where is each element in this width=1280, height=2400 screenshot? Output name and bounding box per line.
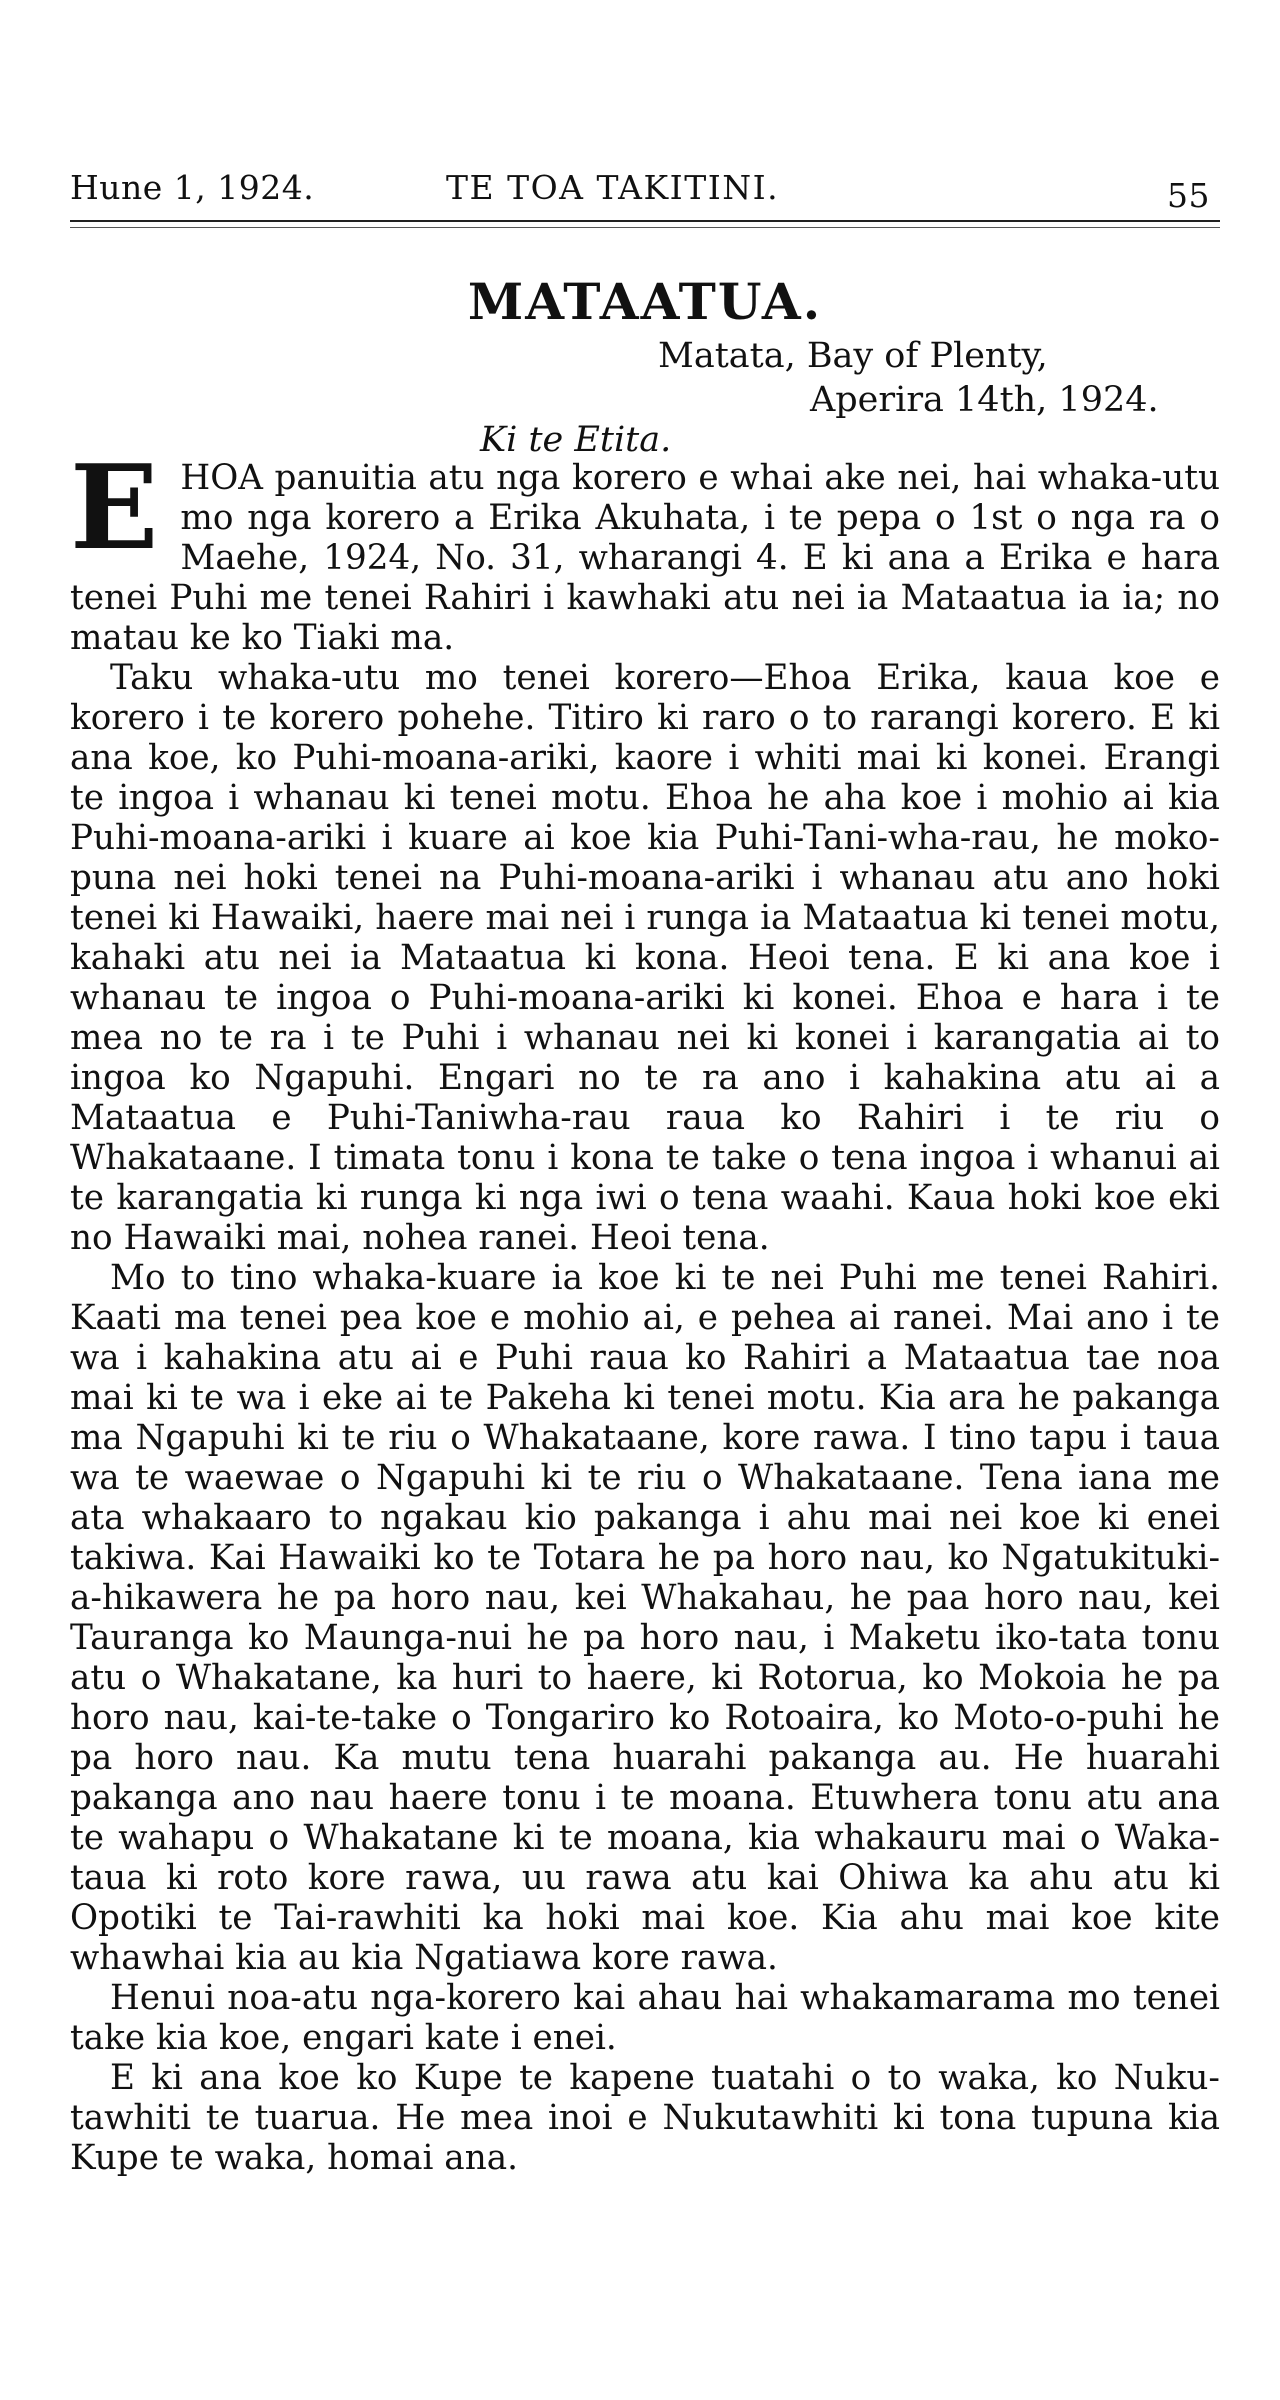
salutation: Ki te Etita.: [480, 420, 672, 460]
article-title: MATAATUA.: [467, 272, 823, 331]
drop-cap: E: [70, 440, 159, 576]
header-rule-thin: [70, 227, 1220, 228]
paragraph-text: HOA panuitia atu nga korero e whai ake nei, hai whaka-utu mo nga korero a Erika Akuhata, i te pepa o 1st o nga ra o Maehe, 1924, No. 31, wharangi 4. E ki ana a Erika e hara tenei Puhi me tenei Rahiri i kawhaki atu nei ia Mataatua ia ia; no matau ke ko Tiaki ma.: [70, 458, 1220, 658]
header-rule: [70, 220, 1220, 222]
newspaper-page: [70, 0, 1220, 2400]
paragraph: Mo to tino whaka-kuare ia koe ki te nei Puhi me tenei Rahiri. Kaati ma tenei pea koe e mohio ai, e pehea ai ranei. Mai ano i te wa i kahakina atu ai e Puhi raua ko Rahiri a Mataatua tae noa mai ki te wa i eke ai te Pakeha ki tenei motu. Kia ara he pakanga ma Ngapuhi ki te riu o Whakataane, kore rawa. I tino tapu i taua wa te waewae o Ngapuhi ki te riu o Whakataane. Tena iana me ata whakaaro to ngakau kio pakanga i ahu mai nei koe ki enei takiwa. Kai Hawaiki ko te Totara he pa horo nau, ko Ngatukituki-a-hikawera he pa horo nau, kei Whakahau, he paa horo nau, kei Tauranga ko Maunga-nui he pa horo nau, i Maketu iko-tata tonu atu o Whakatane, ka huri to haere, ki Rotorua, ko Mokoia he pa horo nau, kai-te-take o Tongariro ko Rotoaira, ko Moto-o-puhi he pa horo nau. Ka mutu tena huarahi pakanga au. He huarahi pakanga ano nau haere tonu i te moana. Etuwhera tonu atu ana te wahapu o Whakatane ki te moana, kia whakauru mai o Waka-taua ki roto kore rawa, uu rawa atu kai Ohiwa ka ahu atu ki Opotiki te Tai-rawhiti ka hoki mai koe. Kia ahu mai koe kite whawhai kia au kia Ngatiawa kore rawa.: [70, 1258, 1220, 1978]
page-number: 55: [1167, 176, 1210, 215]
dateline-place: Matata, Bay of Plenty,: [658, 336, 1048, 376]
journal-title: TE TOA TAKITINI.: [446, 168, 780, 207]
paragraph: Taku whaka-utu mo tenei korero—Ehoa Erika, kaua koe e korero i te korero pohehe. Titiro ki raro o to rarangi korero. E ki ana koe, ko Puhi-moana-ariki, kaore i whiti mai ki konei. Erangi te ingoa i whanau ki tenei motu. Ehoa he aha koe i mohio ai kia Puhi-moana-ariki i kuare ai koe kia Puhi-Tani-wha-rau, he moko-puna nei hoki tenei na Puhi-moana-ariki i whanau atu ano hoki tenei ki Hawaiki, haere mai nei i runga ia Mataatua ki tenei motu, kahaki atu nei ia Mataatua ki kona. Heoi tena. E ki ana koe i whanau te ingoa o Puhi-moana-ariki ki konei. Ehoa e hara i te mea no te ra i te Puhi i whanau nei ki konei i karangatia ai to ingoa ko Ngapuhi. Engari no te ra ano i kahakina atu ai a Mataatua e Puhi-Taniwha-rau raua ko Rahiri i te riu o Whakataane. I timata tonu i kona te take o tena ingoa i whanui ai te karangatia ki runga ki nga iwi o tena waahi. Kaua hoki koe eki no Hawaiki mai, nohea ranei. Heoi tena.: [70, 658, 1220, 1258]
paragraph: E ki ana koe ko Kupe te kapene tuatahi o to waka, ko Nuku-tawhiti te tuarua. He mea inoi e Nukutawhiti ki tona tupuna kia Kupe te waka, homai ana.: [70, 2058, 1220, 2178]
dateline-date: Aperira 14th, 1924.: [810, 380, 1159, 420]
running-head: [70, 158, 1220, 218]
issue-date: Hune 1, 1924.: [70, 168, 315, 207]
paragraph: Henui noa-atu nga-korero kai ahau hai whakamarama mo tenei take kia koe, engari kate i enei.: [70, 1978, 1220, 2058]
